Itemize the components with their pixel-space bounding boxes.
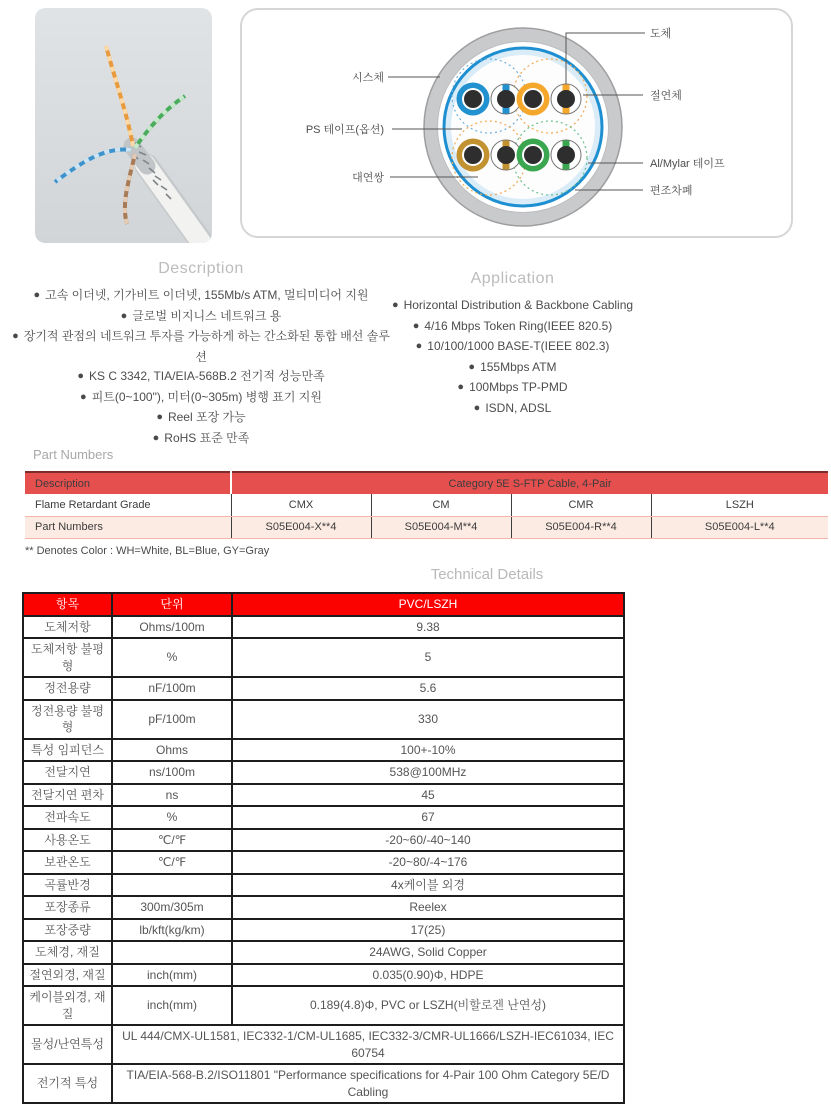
tech-value: 330: [232, 700, 624, 739]
description-item: KS C 3342, TIA/EIA-568B.2 전기적 성능만족: [88, 369, 325, 383]
table-row: [23, 896, 624, 919]
tech-value: 9.38: [232, 616, 624, 639]
list-item: [390, 296, 635, 317]
table-row: [23, 593, 624, 616]
description-item: RoHS 표준 만족: [164, 430, 250, 445]
table-row: [23, 964, 624, 987]
label-al-mylar-tape: Al/Mylar 테이프: [650, 158, 725, 170]
bullet-icon: ●: [468, 360, 476, 373]
cable-photo-image: [35, 8, 212, 243]
cross-section-diagram: [240, 8, 793, 238]
list-item: [10, 408, 392, 429]
bullet-icon: ●: [415, 340, 423, 352]
pn-header-category: Category 5E S-FTP Cable, 4-Pair: [231, 472, 828, 494]
tech-value: 538@100MHz: [232, 761, 624, 784]
table-row: [23, 677, 624, 700]
tech-item: 케이블외경, 재질: [23, 986, 112, 1025]
tech-header-unit: 단위: [112, 593, 232, 616]
tech-header-item: 항목: [23, 593, 112, 616]
table-row: [25, 516, 828, 538]
list-item: [10, 286, 392, 307]
bullet-icon: ●: [156, 411, 163, 423]
tech-value: 67: [232, 806, 624, 829]
table-row: [23, 851, 624, 874]
tech-value: -20~60/-40~140: [232, 829, 624, 852]
bullet-icon: ●: [473, 401, 481, 414]
tech-unit: 300m/305m: [112, 896, 232, 919]
table-row: [25, 494, 828, 516]
tech-value: 0.189(4.8)Φ, PVC or LSZH(비할로겐 난연성): [232, 986, 624, 1025]
list-item: [10, 367, 392, 388]
tech-value: 100+-10%: [232, 739, 624, 762]
tech-unit: Ohms: [112, 739, 232, 762]
label-conductor: 도체: [650, 28, 672, 40]
tech-unit: %: [112, 806, 232, 829]
tech-item: 정전용량: [23, 677, 112, 700]
tech-unit: pF/100m: [112, 700, 232, 739]
list-item: [10, 307, 392, 328]
tech-unit: ns: [112, 784, 232, 807]
application-item: 155Mbps ATM: [480, 359, 557, 374]
application-item: 10/100/1000 BASE-T(IEEE 802.3): [427, 339, 610, 353]
application-title: Application: [470, 270, 555, 287]
table-row: [23, 616, 624, 639]
list-item: [10, 388, 392, 409]
tech-item: 절연외경, 재질: [23, 964, 112, 987]
tech-value: UL 444/CMX-UL1581, IEC332-1/CM-UL1685, IEC332-3/CMR-UL1666/LSZH-IEC61034, IEC 60754: [112, 1025, 624, 1064]
tech-item: 물성/난연특성: [23, 1025, 112, 1064]
list-item: [390, 399, 635, 420]
tech-item: 보관온도: [23, 851, 112, 874]
description-item: 고속 이더넷, 기가비트 이더넷, 155Mb/s ATM, 멀티미디어 지원: [45, 288, 369, 302]
tech-header-value: PVC/LSZH: [232, 593, 624, 616]
part-numbers-title: Part Numbers: [33, 447, 114, 462]
pn-cell: S05E004-L**4: [651, 516, 828, 538]
tech-item: 전기적 특성: [23, 1064, 112, 1103]
tech-unit: inch(mm): [112, 986, 232, 1025]
pn-cell: S05E004-R**4: [511, 516, 651, 538]
bullet-icon: ●: [412, 319, 420, 332]
pn-row-label: Flame Retardant Grade: [25, 494, 231, 516]
table-row: [23, 1064, 624, 1103]
tech-value: 45: [232, 784, 624, 807]
tech-item: 도체경, 재질: [23, 941, 112, 964]
list-item: [10, 429, 392, 450]
tech-unit: inch(mm): [112, 964, 232, 987]
bullet-icon: ●: [33, 289, 41, 301]
tech-item: 도체저항: [23, 616, 112, 639]
pn-cell: CM: [371, 494, 511, 516]
tech-unit: ℃/℉: [112, 851, 232, 874]
tech-item: 사용온도: [23, 829, 112, 852]
cross-section-svg: [240, 8, 793, 238]
pn-cell: CMX: [231, 494, 371, 516]
tech-unit: Ohms/100m: [112, 616, 232, 639]
tech-item: 포장종류: [23, 896, 112, 919]
description-item: Reel 포장 가능: [167, 410, 246, 424]
tech-item: 전달지연 편차: [23, 784, 112, 807]
application-section: [390, 270, 635, 419]
list-item: [10, 327, 392, 367]
pn-cell: LSZH: [651, 494, 828, 516]
tech-unit: nF/100m: [112, 677, 232, 700]
description-title: Description: [158, 260, 244, 277]
table-row: [23, 829, 624, 852]
tech-unit: ℃/℉: [112, 829, 232, 852]
technical-details-title: Technical Details: [430, 566, 544, 583]
tech-value: Reelex: [232, 896, 624, 919]
tech-unit: [112, 941, 232, 964]
technical-details-table: [22, 592, 625, 1104]
tech-value: TIA/EIA-568-B.2/ISO11801 "Performance specifications for 4-Pair 100 Ohm Category 5E/D Cabling: [112, 1064, 624, 1103]
bullet-icon: ●: [12, 330, 19, 342]
bullet-icon: ●: [152, 431, 160, 444]
list-item: [390, 358, 635, 379]
tech-value: -20~80/-4~176: [232, 851, 624, 874]
bullet-icon: ●: [77, 370, 84, 382]
list-item: [390, 378, 635, 399]
table-row: [23, 638, 624, 677]
description-item: 글로벌 비지니스 네트워크 용: [132, 308, 282, 323]
tech-item: 곡률반경: [23, 874, 112, 897]
tech-item: 도체저항 불평형: [23, 638, 112, 677]
label-braid-shield: 편조차폐: [650, 185, 693, 197]
pn-cell: S05E004-X**4: [231, 516, 371, 538]
table-row: [25, 472, 828, 494]
table-row: [23, 806, 624, 829]
list-item: [390, 337, 635, 358]
bullet-icon: ●: [457, 381, 465, 393]
part-numbers-section: [25, 447, 828, 557]
tech-item: 포장중량: [23, 919, 112, 942]
list-item: [390, 317, 635, 338]
table-row: [23, 761, 624, 784]
tech-value: 4x케이블 외경: [232, 874, 624, 897]
tech-item: 정전용량 불평형: [23, 700, 112, 739]
label-twisted-pair: 대연쌍: [352, 172, 384, 184]
table-row: [23, 739, 624, 762]
tech-item: 전파속도: [23, 806, 112, 829]
pn-header-description: Description: [25, 472, 231, 494]
tech-unit: ns/100m: [112, 761, 232, 784]
pn-row-label: Part Numbers: [25, 516, 231, 538]
tech-item: 특성 임피던스: [23, 739, 112, 762]
bullet-icon: ●: [120, 309, 128, 322]
table-row: [23, 1025, 624, 1064]
part-numbers-table: [25, 471, 828, 539]
tech-value: 5: [232, 638, 624, 677]
table-row: [23, 919, 624, 942]
tech-unit: [112, 874, 232, 897]
tech-value: 5.6: [232, 677, 624, 700]
application-item: 100Mbps TP-PMD: [469, 380, 568, 394]
bullet-icon: ●: [391, 299, 399, 311]
technical-details-section: [22, 566, 623, 1104]
label-ps-tape: PS 테이프(옵션): [305, 124, 384, 136]
application-item: 4/16 Mbps Token Ring(IEEE 820.5): [424, 318, 613, 333]
label-insulation: 절연체: [650, 90, 682, 102]
tech-value: 24AWG, Solid Copper: [232, 941, 624, 964]
table-row: [23, 784, 624, 807]
tech-item: 전달지연: [23, 761, 112, 784]
description-section: [10, 260, 392, 449]
table-row: [23, 874, 624, 897]
application-item: ISDN, ADSL: [485, 400, 552, 415]
tech-unit: lb/kft(kg/km): [112, 919, 232, 942]
pn-cell: S05E004-M**4: [371, 516, 511, 538]
part-numbers-footnote: ** Denotes Color : WH=White, BL=Blue, GY=Gray: [25, 544, 270, 557]
table-row: [23, 941, 624, 964]
tech-value: 0.035(0.90)Φ, HDPE: [232, 964, 624, 987]
table-row: [23, 986, 624, 1025]
application-item: Horizontal Distribution & Backbone Cabling: [403, 298, 634, 312]
description-item: 피트(0~100"), 미터(0~305m) 병행 표기 지원: [91, 389, 322, 404]
pn-cell: CMR: [511, 494, 651, 516]
table-row: [23, 700, 624, 739]
cable-photo: [35, 8, 212, 243]
bullet-icon: ●: [80, 390, 87, 403]
tech-unit: %: [112, 638, 232, 677]
description-item: 장기적 관점의 네트워크 투자를 가능하게 하는 간소화된 통합 배선 솔루션: [23, 329, 390, 364]
tech-value: 17(25): [232, 919, 624, 942]
label-sheath: 시스체: [352, 72, 384, 84]
